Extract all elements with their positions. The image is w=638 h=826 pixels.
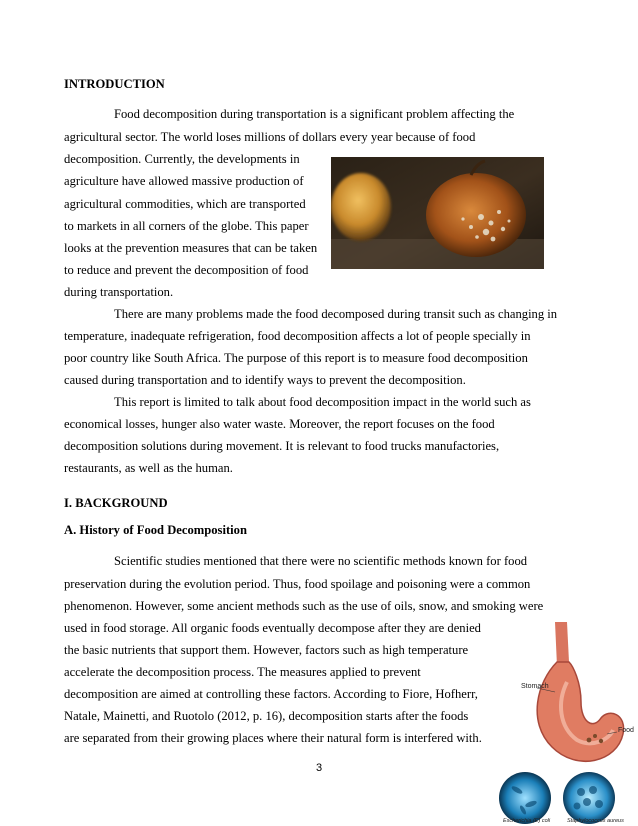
intro-para2-line: temperature, inadequate refrigeration, food decomposition affects a lot of people specially in [64, 329, 531, 343]
introduction-heading: INTRODUCTION [64, 77, 165, 91]
intro-para1-line: looks at the prevention measures that can be taken [64, 241, 318, 255]
food-label: Food [618, 727, 634, 734]
intro-para2-line: There are many problems made the food decomposed during transit such as changing in [114, 307, 558, 321]
intro-para1-line: agricultural sector. The world loses millions of dollars every year because of food [64, 130, 476, 144]
intro-para1-line: to reduce and prevent the decomposition of food [64, 263, 309, 277]
history-para-line: accelerate the decomposition process. The measures applied to prevent [64, 665, 421, 679]
intro-para3-line: economical losses, hunger also water waste. Moreover, the report focuses on the food [64, 417, 495, 431]
intro-para1-line: decomposition. Currently, the developments in [64, 152, 300, 166]
rotten-fruit-photo [331, 157, 544, 269]
history-para-line: used in food storage. All organic foods eventually decompose after they are denied [64, 621, 481, 635]
stomach-bacteria-illustration [497, 622, 638, 826]
intro-para2-line: poor country like South Africa. The purpose of this report is to measure food decomposition [64, 351, 528, 365]
intro-para1-line: to markets in all corners of the globe. This paper [64, 219, 309, 233]
history-para-line: the basic nutrients that support them. However, factors such as high temperature [64, 643, 469, 657]
intro-para3-line: restaurants, as well as the human. [64, 461, 233, 475]
staph-label: Staphylococcus aureus [567, 818, 624, 824]
history-para-line: decomposition are aimed at controlling these factors. According to Fiore, Hofherr, [64, 687, 478, 701]
stomach-label: Stomach [521, 683, 549, 690]
intro-para1-line: Food decomposition during transportation is a significant problem affecting the [114, 107, 515, 121]
intro-para2-line: caused during transportation and to identify ways to prevent the decomposition. [64, 373, 466, 387]
history-para-line: Natale, Mainetti, and Ruotolo (2012, p. 16), decomposition starts after the foods [64, 709, 469, 723]
history-para-line: preservation during the evolution period. Thus, food spoilage and poisoning were a common [64, 577, 531, 591]
intro-para3-line: This report is limited to talk about food decomposition impact in the world such as [114, 395, 531, 409]
page-number: 3 [315, 762, 323, 774]
intro-para3-line: decomposition solutions during movement. It is relevant to food trucks manufactories, [64, 439, 500, 453]
intro-para1-line: agriculture have allowed massive production of [64, 174, 304, 188]
ecoli-label: Escherichia (E) coli [503, 818, 551, 824]
intro-para1-line: agricultural commodities, which are transported [64, 197, 306, 211]
history-para-line: Scientific studies mentioned that there were no scientific methods known for food [114, 554, 528, 568]
background-heading: I. BACKGROUND [64, 496, 168, 510]
history-subheading: A. History of Food Decomposition [64, 523, 247, 537]
history-para-line: are separated from their growing places where their natural form is interfered with. [64, 731, 482, 745]
intro-para1-line: during transportation. [64, 285, 174, 299]
history-para-line: phenomenon. However, some ancient methods such as the use of oils, snow, and smoking were [64, 599, 544, 613]
